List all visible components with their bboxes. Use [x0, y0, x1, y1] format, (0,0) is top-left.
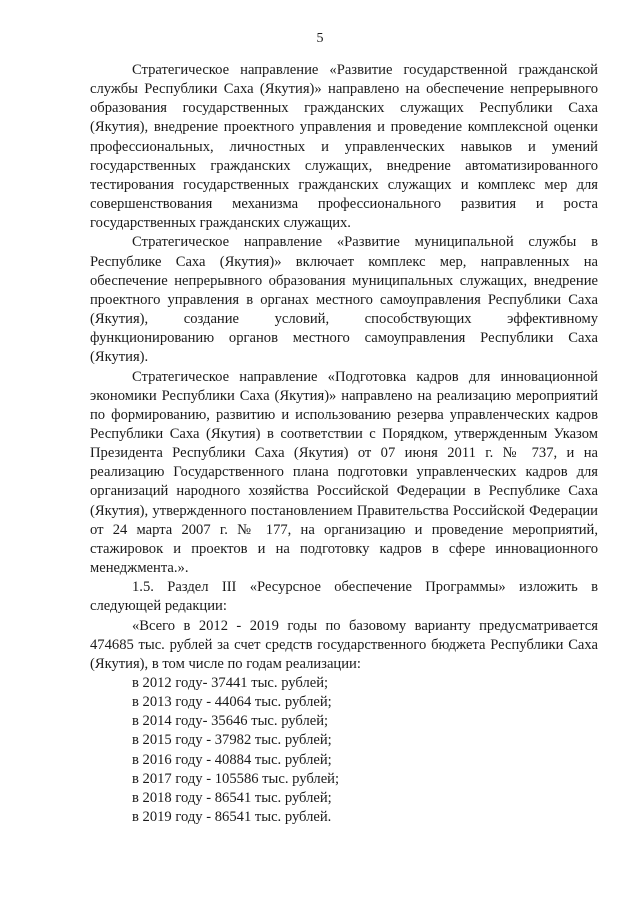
document-body — [90, 61, 598, 827]
list-item: в 2017 году - 105586 тыс. рублей; — [132, 770, 340, 787]
list-item: в 2014 году- 35646 тыс. рублей; — [132, 713, 329, 730]
paragraph-section-amendment: 1.5. Раздел III «Ресурсное обеспечение Программы» изложить в следующей редакции: — [90, 579, 598, 615]
list-item: в 2019 году - 86541 тыс. рублей. — [132, 809, 332, 826]
paragraph-civil-service: Стратегическое направление «Развитие государственной гражданской службы Республики Саха (Якутия)» направлено на обеспечение непрерывного образования государственных гражданских служащих Республики Саха (Якутия), внедрение проектного управления и проведение комплексной оценки профессиональных, личностных и управленческих навыков и умений государственных гражданских служащих, внедрение автоматизированного тестирования государственных гражданских служащих и комплекс мер для совершенствования механизма профессионального развития и роста государственных гражданских служащих. — [90, 62, 598, 232]
paragraph-total-funding: «Всего в 2012 - 2019 годы по базовому варианту предусматривается 474685 тыс. рублей за счет средств государственного бюджета Республики Саха (Якутия), в том числе по годам реализации: — [90, 617, 598, 672]
list-item: в 2018 году - 86541 тыс. рублей; — [132, 789, 332, 806]
list-item: в 2012 году- 37441 тыс. рублей; — [132, 675, 329, 691]
paragraph-innovation-personnel: Стратегическое направление «Подготовка кадров для инновационной экономики Республики Саха (Якутия)» направлено на реализацию мероприятий по формированию, развитию и использованию резерва управленческих кадров Республики Саха (Якутия) в соответствии с Порядком, утвержденным Указом Президента Республики Саха (Якутия) от 07 июня 2011 г. № 737, и на реализацию Государственного плана подготовки управленческих кадров для организаций народного хозяйства Российской Федерации в Республике Саха (Якутия), утвержденного постановлением Правительства Российской Федерации от 24 марта 2007 г. № 177, на организацию и проведение мероприятий, стажировок и проектов и на подготовку кадров в сфере инновационного менеджмента.». — [90, 368, 598, 577]
list-item: в 2015 году - 37982 тыс. рублей; — [132, 732, 332, 749]
list-item: в 2016 году - 40884 тыс. рублей; — [132, 751, 332, 768]
paragraph-municipal-service: Стратегическое направление «Развитие муниципальной службы в Республике Саха (Якутия)» включает комплекс мер, направленных на обеспечение непрерывного образования муниципальных служащих, внедрение проектного управления в органах местного самоуправления Республики Саха (Якутия), создание условий, способствующих эффективному функционированию органов местного самоуправления Республики Саха (Якутия). — [90, 234, 598, 366]
list-item: в 2013 году - 44064 тыс. рублей; — [132, 694, 332, 711]
funding-by-year-list — [90, 674, 598, 827]
page-number: 5 — [316, 31, 324, 46]
